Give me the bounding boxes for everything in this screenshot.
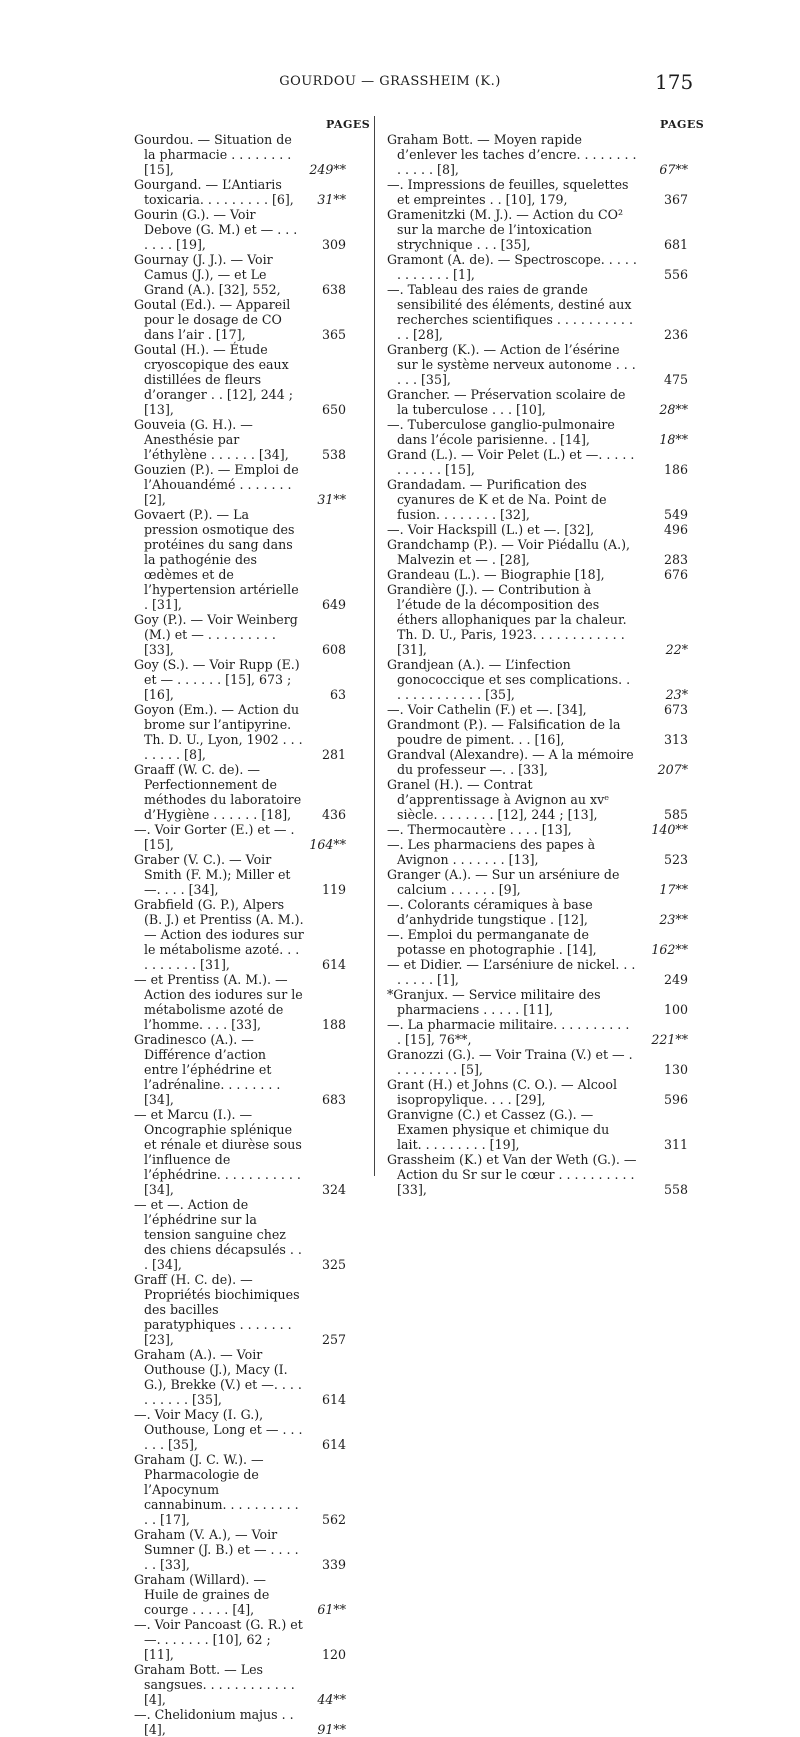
- index-entry: [0, 1347, 400, 1407]
- entry-text: Gouzien (P.). — Emploi de l’Ahouandémé . . . . . . . [2],: [134, 462, 299, 507]
- index-entry: [387, 522, 800, 537]
- entry-page: 31**: [317, 192, 346, 207]
- index-entry: [0, 972, 400, 1032]
- entry-text: Grandjean (A.). — L’infection gonococcique et ses complications. . . . . . . . . . . . . [35],: [387, 657, 631, 702]
- entry-page: 496: [663, 522, 688, 537]
- entry-page: 549: [663, 507, 688, 522]
- entry-page: 311: [663, 1137, 688, 1152]
- index-entry: [0, 612, 400, 657]
- index-entry: [387, 822, 800, 837]
- index-entry: [0, 1617, 400, 1662]
- entry-text: Granger (A.). — Sur un arséniure de calcium . . . . . . [9],: [387, 867, 620, 897]
- entry-text: Granberg (K.). — Action de l’ésérine sur le système nerveux autonome . . . . . . [35],: [387, 342, 636, 387]
- entry-text: Grandchamp (P.). — Voir Piédallu (A.), Malvezin et — . [28],: [387, 537, 630, 567]
- index-entry: [0, 1662, 400, 1707]
- entry-text: Gouveia (G. H.). — Anesthésie par l’éthylène . . . . . . [34],: [134, 417, 289, 462]
- entry-page: 281: [321, 747, 346, 762]
- page-number: 175: [655, 70, 694, 94]
- index-entry: [387, 717, 800, 747]
- index-entry: [0, 852, 400, 897]
- entry-page: 325: [321, 1257, 346, 1272]
- entry-text: —. Voir Macy (I. G.), Outhouse, Long et — . . . . . . [35],: [134, 1407, 303, 1452]
- index-entry: [0, 1272, 400, 1347]
- index-entry: [387, 747, 800, 777]
- entry-page: 585: [663, 807, 688, 822]
- entry-page: 436: [321, 807, 346, 822]
- index-entry: [387, 1077, 800, 1107]
- entry-page: 91**: [317, 1722, 346, 1737]
- index-entry: [0, 1527, 400, 1572]
- entry-text: Govaert (P.). — La pression osmotique des protéines du sang dans la pathogénie des œdèmes et de l’hypertension artérielle . [31],: [134, 507, 299, 612]
- entry-text: Goutal (Ed.). — Appareil pour le dosage de CO dans l’air . [17],: [134, 297, 291, 342]
- index-entry: [0, 507, 400, 612]
- entry-page: 164**: [309, 837, 346, 852]
- entry-text: Grandeau (L.). — Biographie [18],: [387, 567, 605, 582]
- entry-page: 283: [663, 552, 688, 567]
- entry-text: Graham Bott. — Moyen rapide d’enlever les taches d’encre. . . . . . . . . . . . . [8],: [387, 132, 637, 177]
- entry-text: Graham Bott. — Les sangsues. . . . . . . . . . . . [4],: [134, 1662, 295, 1707]
- entry-text: —. Thermocautère . . . . [13],: [387, 822, 572, 837]
- entry-page: 614: [321, 1437, 346, 1452]
- entry-page: 683: [321, 1092, 346, 1107]
- entry-page: 367: [663, 192, 688, 207]
- entry-text: Graber (V. C.). — Voir Smith (F. M.); Miller et —. . . . [34],: [134, 852, 291, 897]
- index-entry: [387, 1017, 800, 1047]
- entry-page: 649: [321, 597, 346, 612]
- entry-text: —. Impressions de feuilles, squelettes et empreintes . . [10], 179,: [387, 177, 629, 207]
- entry-page: 614: [321, 1392, 346, 1407]
- entry-text: — et Marcu (I.). — Oncographie splénique et rénale et diurèse sous l’influence de l’éphédrine. . . . . . . . . . . [34],: [134, 1107, 302, 1197]
- index-entry: [387, 252, 800, 282]
- entry-text: — et Didier. — L’arséniure de nickel. . . . . . . . [1],: [387, 957, 636, 987]
- entry-page: 339: [321, 1557, 346, 1572]
- page-header: [0, 70, 800, 100]
- index-entry: [387, 657, 800, 702]
- index-entry: [387, 177, 800, 207]
- entry-page: 313: [663, 732, 688, 747]
- entry-page: 538: [321, 447, 346, 462]
- index-entry: [387, 282, 800, 342]
- entry-text: Granvigne (C.) et Cassez (G.). — Examen physique et chimique du lait. . . . . . . . . [19],: [387, 1107, 610, 1152]
- entry-page: 324: [321, 1182, 346, 1197]
- entry-page: 676: [663, 567, 688, 582]
- entry-text: Gourin (G.). — Voir Debove (G. M.) et — . . . . . . . [19],: [134, 207, 298, 252]
- entry-text: Grandmont (P.). — Falsification de la poudre de piment. . . [16],: [387, 717, 621, 747]
- index-entry: [0, 417, 400, 462]
- entry-page: 523: [663, 852, 688, 867]
- index-entry: [0, 1197, 400, 1272]
- index-entry: [0, 1572, 400, 1617]
- entry-text: —. Tableau des raies de grande sensibilité des éléments, destiné aux recherches scientifiques . . . . . . . . . . . . [28],: [387, 282, 633, 342]
- index-entry: [387, 537, 800, 567]
- index-entry: [387, 342, 800, 387]
- index-entry: [0, 207, 400, 252]
- entry-page: 186: [663, 462, 688, 477]
- entry-text: Goy (S.). — Voir Rupp (E.) et — . . . . . . [15], 673 ; [16],: [134, 657, 300, 702]
- entry-text: Gourdou. — Situation de la pharmacie . . . . . . . . [15],: [134, 132, 292, 177]
- entry-page: 207*: [657, 762, 688, 777]
- entry-text: —. Voir Cathelin (F.) et —. [34],: [387, 702, 587, 717]
- index-entry: [387, 957, 800, 987]
- entry-page: 63: [329, 687, 346, 702]
- index-entry: [0, 762, 400, 822]
- entry-text: Gradinesco (A.). — Différence d’action entre l’éphédrine et l’adrénaline. . . . . . . . [34],: [134, 1032, 281, 1107]
- entry-page: 100: [663, 1002, 688, 1017]
- index-entry: [0, 822, 400, 852]
- entry-page: 221**: [651, 1032, 688, 1047]
- index-entry: [0, 1032, 400, 1107]
- entry-text: —. Colorants céramiques à base d’anhydride tungstique . [12],: [387, 897, 593, 927]
- entry-page: 236: [663, 327, 688, 342]
- entry-text: Granel (H.). — Contrat d’apprentissage à Avignon au xvᵉ siècle. . . . . . . . [12], 244 ; [13],: [387, 777, 610, 822]
- entry-page: 309: [321, 237, 346, 252]
- entry-page: 44**: [317, 1692, 346, 1707]
- index-entry: [387, 1047, 800, 1077]
- entry-text: — et —. Action de l’éphédrine sur la tension sanguine chez des chiens décapsulés . . . [34],: [134, 1197, 302, 1272]
- entry-page: 162**: [651, 942, 688, 957]
- entry-page: 130: [663, 1062, 688, 1077]
- index-entry: [387, 207, 800, 252]
- index-entries-left: [0, 132, 400, 1737]
- entry-page: 562: [321, 1512, 346, 1527]
- entry-page: 249: [663, 972, 688, 987]
- entry-page: 614: [321, 957, 346, 972]
- index-entry: [0, 1707, 400, 1737]
- index-entry: [0, 252, 400, 297]
- entry-page: 257: [321, 1332, 346, 1347]
- index-entry: [387, 1107, 800, 1152]
- index-entry: [387, 477, 800, 522]
- entry-text: Grant (H.) et Johns (C. O.). — Alcool isopropylique. . . . [29],: [387, 1077, 617, 1107]
- entry-page: 188: [321, 1017, 346, 1032]
- index-entries-right: [387, 132, 800, 1197]
- entry-page: 475: [663, 372, 688, 387]
- entry-text: Grandière (J.). — Contribution à l’étude de la décomposition des éthers allophaniques par la chaleur. Th. D. U., Paris, 1923. . . . . . . . . . . . [31],: [387, 582, 627, 657]
- index-entry: [387, 387, 800, 417]
- index-entry: [387, 927, 800, 957]
- entry-text: Grancher. — Préservation scolaire de la tuberculose . . . [10],: [387, 387, 626, 417]
- entry-page: 22*: [665, 642, 688, 657]
- entry-page: 120: [321, 1647, 346, 1662]
- index-entry: [387, 867, 800, 897]
- index-entry: [0, 132, 400, 177]
- entry-page: 61**: [317, 1602, 346, 1617]
- entry-text: Graham (A.). — Voir Outhouse (J.), Macy (I. G.), Brekke (V.) et —. . . . . . . . . . [35],: [134, 1347, 302, 1407]
- index-entry: [0, 1107, 400, 1197]
- entry-text: —. Emploi du permanganate de potasse en photographie . [14],: [387, 927, 597, 957]
- entry-text: — et Prentiss (A. M.). — Action des iodures sur le métabolisme azoté de l’homme. . . . [33],: [134, 972, 303, 1032]
- entry-page: 67**: [659, 162, 688, 177]
- index-entry: [0, 657, 400, 702]
- index-entry: [387, 447, 800, 477]
- entry-page: 28**: [659, 402, 688, 417]
- index-entry: [387, 567, 800, 582]
- index-entry: [0, 177, 400, 207]
- index-entry: [387, 417, 800, 447]
- entry-text: Goy (P.). — Voir Weinberg (M.) et — . . . . . . . . . [33],: [134, 612, 298, 657]
- entry-page: 650: [321, 402, 346, 417]
- index-entry: [0, 1452, 400, 1527]
- entry-text: Graham (V. A.), — Voir Sumner (J. B.) et — . . . . . . [33],: [134, 1527, 299, 1572]
- pages-column-header: PAGES: [660, 118, 705, 131]
- index-entry: [0, 342, 400, 417]
- entry-text: Graham (J. C. W.). — Pharmacologie de l’Apocynum cannabinum. . . . . . . . . . . . [17],: [134, 1452, 299, 1527]
- entry-text: Gourgand. — L’Antiaris toxicaria. . . . . . . . . [6],: [134, 177, 294, 207]
- entry-text: —. Voir Gorter (E.) et — . [15],: [134, 822, 295, 852]
- entry-text: Graham (Willard). — Huile de graines de courge . . . . . [4],: [134, 1572, 270, 1617]
- index-entry: [387, 777, 800, 822]
- index-entry: [0, 1407, 400, 1452]
- index-entry: [0, 897, 400, 972]
- entry-text: Goutal (H.). — Étude cryoscopique des eaux distillées de fleurs d’oranger . . [12], 244 ; [13],: [134, 342, 293, 417]
- entry-page: 556: [663, 267, 688, 282]
- entry-page: 608: [321, 642, 346, 657]
- entry-text: —. Voir Hackspill (L.) et —. [32],: [387, 522, 595, 537]
- entry-text: Grand (L.). — Voir Pelet (L.) et —. . . . . . . . . . . [15],: [387, 447, 635, 477]
- index-entry: [387, 1152, 800, 1197]
- index-entry: [387, 582, 800, 657]
- entry-text: —. Tuberculose ganglio-pulmonaire dans l’école parisienne. . [14],: [387, 417, 615, 447]
- index-entry: [0, 462, 400, 507]
- running-head: GOURDOU — GRASSHEIM (K.): [279, 74, 501, 89]
- entry-text: Graaff (W. C. de). — Perfectionnement de méthodes du laboratoire d’Hygiène . . . . . . [18],: [134, 762, 302, 822]
- entry-page: 23*: [665, 687, 688, 702]
- entry-page: 249**: [309, 162, 346, 177]
- entry-text: Grabfield (G. P.), Alpers (B. J.) et Prentiss (A. M.). — Action des iodures sur le métabolisme azoté. . . . . . . . . . [31],: [134, 897, 304, 972]
- entry-text: Graff (H. C. de). — Propriétés biochimiques des bacilles paratyphiques . . . . . . . [23],: [134, 1272, 300, 1347]
- index-entry: [387, 837, 800, 867]
- entry-page: 119: [321, 882, 346, 897]
- entry-page: 558: [663, 1182, 688, 1197]
- entry-page: 673: [663, 702, 688, 717]
- entry-page: 140**: [651, 822, 688, 837]
- pages-column-header: PAGES: [326, 118, 371, 131]
- entry-text: —. La pharmacie militaire. . . . . . . . . . . [15], 76**,: [387, 1017, 630, 1047]
- entry-page: 23**: [659, 912, 688, 927]
- entry-text: Gramont (A. de). — Spectroscope. . . . . . . . . . . . [1],: [387, 252, 637, 282]
- index-entry: [0, 297, 400, 342]
- entry-text: Gramenitzki (M. J.). — Action du CO² sur la marche de l’intoxication strychnique . . . [35],: [387, 207, 624, 252]
- entry-text: Gournay (J. J.). — Voir Camus (J.), — et Le Grand (A.). [32], 552,: [134, 252, 281, 297]
- entry-page: 681: [663, 237, 688, 252]
- index-entry: [387, 132, 800, 177]
- index-entry: [387, 702, 800, 717]
- index-entry: [0, 702, 400, 762]
- entry-text: Grandadam. — Purification des cyanures de K et de Na. Point de fusion. . . . . . . . [32],: [387, 477, 607, 522]
- entry-text: —. Chelidonium majus . . [4],: [134, 1707, 294, 1737]
- entry-page: 17**: [659, 882, 688, 897]
- entry-text: —. Les pharmaciens des papes à Avignon . . . . . . . [13],: [387, 837, 596, 867]
- entry-page: 638: [321, 282, 346, 297]
- entry-page: 365: [321, 327, 346, 342]
- entry-text: Grandval (Alexandre). — A la mémoire du professeur —. . [33],: [387, 747, 634, 777]
- entry-text: Grassheim (K.) et Van der Weth (G.). — Action du Sr sur le cœur . . . . . . . . . . [33],: [387, 1152, 637, 1197]
- index-entry: [387, 897, 800, 927]
- entry-text: —. Voir Pancoast (G. R.) et —. . . . . . . [10], 62 ; [11],: [134, 1617, 303, 1662]
- index-entry: [387, 987, 800, 1017]
- entry-text: Goyon (Em.). — Action du brome sur l’antipyrine. Th. D. U., Lyon, 1902 . . . . . . . . [8],: [134, 702, 303, 762]
- entry-page: 31**: [317, 492, 346, 507]
- entry-page: 596: [663, 1092, 688, 1107]
- entry-page: 18**: [659, 432, 688, 447]
- entry-text: Granozzi (G.). — Voir Traina (V.) et — . . . . . . . . . [5],: [387, 1047, 633, 1077]
- entry-text: *Granjux. — Service militaire des pharmaciens . . . . . [11],: [387, 987, 601, 1017]
